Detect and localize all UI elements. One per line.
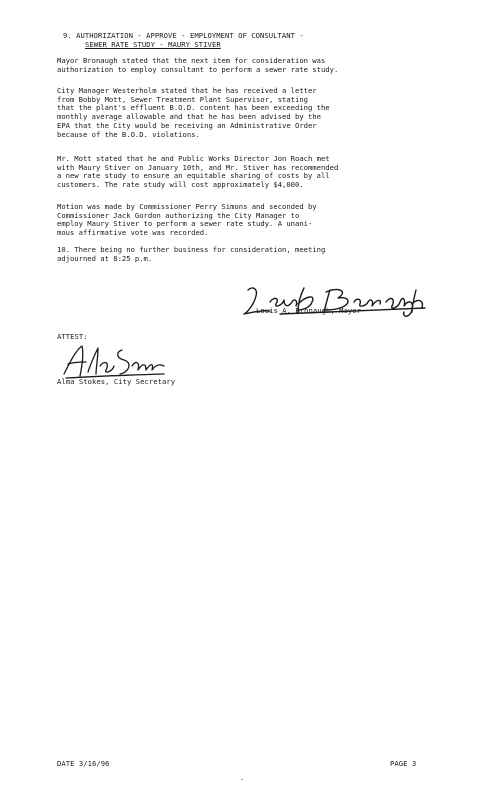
item-heading-line2: SEWER RATE STUDY - MAURY STIVER <box>85 40 221 49</box>
paragraph-line: that the plant's effluent B.O.D. content has been exceeding the <box>57 103 330 113</box>
secretary-printed-name: Alma Stokes, City Secretary <box>57 377 176 386</box>
paragraph-line: Mr. Mott stated that he and Public Works Director Jon Roach met <box>57 154 330 163</box>
paragraph-line: customers. The rate study will cost approximately $4,000. <box>57 180 304 190</box>
paragraph-line: authorization to employ consultant to perform a sewer rate study. <box>57 64 339 74</box>
mayor-printed-name: Louis A. Bronaugh, Mayor <box>256 306 362 315</box>
paragraph-mayor-statement <box>57 57 437 74</box>
paragraph-line: monthly average allowable and that he has been advised by the <box>57 112 321 122</box>
paragraph-line: adjourned at 8:25 p.m. <box>57 253 153 263</box>
paragraph-line: 10. There being no further business for consideration, meeting <box>57 245 326 254</box>
paragraph-motion <box>57 203 437 238</box>
paragraph-line: City Manager Westerholm stated that he has received a letter <box>57 86 317 95</box>
paragraph-line: EPA that the City would be receiving an Administrative Order <box>57 120 317 130</box>
attest-label: ATTEST: <box>57 332 88 341</box>
footer-page-number: PAGE 3 <box>390 759 417 768</box>
paragraph-line: mous affirmative vote was recorded. <box>57 228 209 238</box>
paragraph-line: Motion was made by Commissioner Perry Simons and seconded by <box>57 202 317 211</box>
paragraph-adjournment <box>57 246 437 263</box>
paragraph-line: Commissioner Jack Gordon authorizing the City Manager to <box>57 210 300 220</box>
paragraph-city-manager <box>57 87 437 139</box>
item-heading-line1: 9. AUTHORIZATION - APPROVE - EMPLOYMENT OF CONSULTANT - <box>63 31 304 40</box>
paragraph-line: employ Maury Stiver to perform a sewer rate study. A unani- <box>57 219 313 229</box>
paragraph-line: because of the B.O.D. violations. <box>57 129 200 139</box>
paragraph-line: a new rate study to ensure an equitable sharing of costs by all <box>57 171 330 181</box>
footer-center-mark: . <box>240 773 245 782</box>
mayor-signature <box>240 282 430 322</box>
paragraph-line: Mayor Bronaugh stated that the next item for consideration was <box>57 56 326 65</box>
footer-date: DATE 3/16/96 <box>57 759 110 768</box>
paragraph-line: from Bobby Mott, Sewer Treatment Plant Supervisor, stating <box>57 94 308 104</box>
paragraph-line: with Maury Stiver on January 10th, and Mr. Stiver has recommended <box>57 162 339 172</box>
secretary-signature <box>60 342 170 382</box>
paragraph-mott-statement <box>57 155 437 190</box>
